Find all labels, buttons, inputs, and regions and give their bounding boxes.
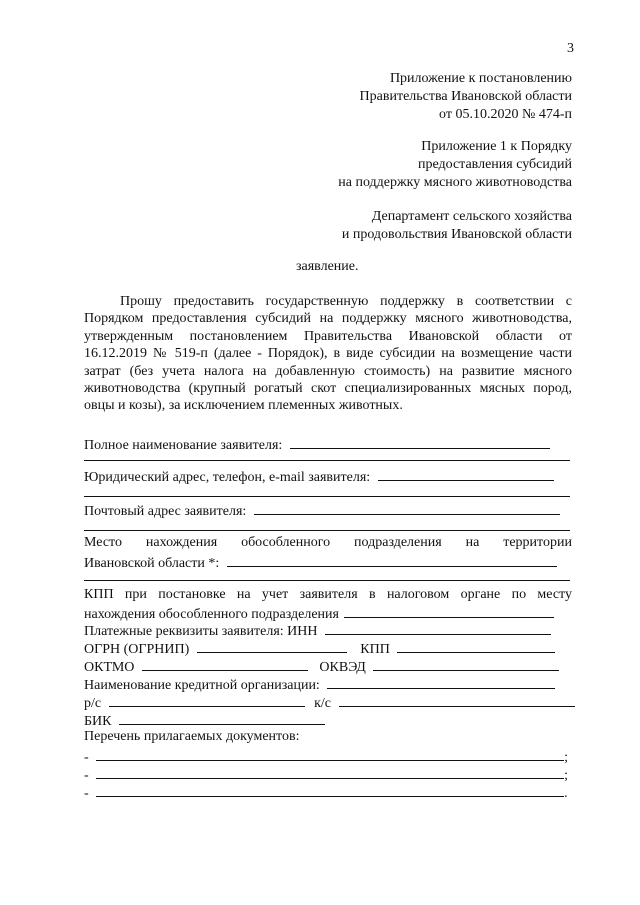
location-label: Ивановской области *: bbox=[84, 556, 220, 571]
ks-field[interactable] bbox=[339, 692, 575, 707]
ks-label: к/с bbox=[314, 696, 332, 711]
document-field-3[interactable] bbox=[96, 782, 564, 797]
inn-label: Платежные реквизиты заявителя: ИНН bbox=[84, 624, 318, 639]
location-word: нахождения bbox=[145, 535, 218, 550]
location-word: Место bbox=[84, 535, 122, 550]
okved-label: ОКВЭД bbox=[319, 660, 366, 675]
ogrn-kpp-row bbox=[84, 638, 572, 656]
document-field-2[interactable] bbox=[96, 764, 564, 779]
kpp-location-label: нахождения обособленного подразделения bbox=[84, 607, 339, 622]
documents-label: Перечень прилагаемых документов: bbox=[84, 729, 300, 744]
bik-label: БИК bbox=[84, 714, 112, 729]
accounts-row bbox=[84, 692, 572, 710]
page-number: 3 bbox=[567, 41, 574, 56]
appendix-header-line: Приложение к постановлению bbox=[389, 71, 572, 86]
kpp-location-row-2 bbox=[84, 603, 572, 621]
location-continuation-line[interactable] bbox=[84, 580, 570, 581]
legal-address-field[interactable] bbox=[378, 466, 554, 481]
bank-field[interactable] bbox=[327, 674, 555, 689]
kpp-location-field[interactable] bbox=[344, 603, 554, 618]
item-separator: ; bbox=[564, 750, 569, 765]
procedure-header-line: на поддержку мясного животноводства bbox=[338, 175, 572, 190]
procedure-header-line: Приложение 1 к Порядку bbox=[421, 139, 572, 154]
kpp-word: учет bbox=[261, 587, 289, 602]
rs-field[interactable] bbox=[109, 692, 305, 707]
rs-label: р/с bbox=[84, 696, 102, 711]
postal-address-row bbox=[84, 500, 572, 518]
okved-field[interactable] bbox=[373, 656, 559, 671]
inn-field[interactable] bbox=[325, 620, 551, 635]
kpp-word: заявителя bbox=[299, 587, 358, 602]
legal-address-row bbox=[84, 466, 572, 484]
oktmo-okved-row bbox=[84, 656, 572, 674]
kpp-word: КПП bbox=[84, 587, 114, 602]
bank-label: Наименование кредитной организации: bbox=[84, 678, 320, 693]
recipient-line: и продовольствия Ивановской области bbox=[341, 227, 572, 242]
dash-marker: - bbox=[84, 768, 89, 783]
kpp-word: постановке bbox=[158, 587, 226, 602]
location-row-2 bbox=[84, 552, 572, 570]
document-item-1 bbox=[84, 746, 572, 764]
documents-row bbox=[84, 728, 572, 746]
dash-marker: - bbox=[84, 786, 89, 801]
kpp-word: налоговом bbox=[386, 587, 450, 602]
bik-field[interactable] bbox=[119, 710, 325, 725]
kpp-word: по bbox=[511, 587, 527, 602]
location-row-1 bbox=[84, 534, 572, 552]
kpp-word: при bbox=[124, 587, 147, 602]
bik-row bbox=[84, 710, 572, 728]
location-word: подразделения bbox=[354, 535, 442, 550]
kpp-word: месту bbox=[537, 587, 572, 602]
oktmo-label: ОКТМО bbox=[84, 660, 135, 675]
kpp-label: КПП bbox=[360, 642, 390, 657]
full-name-row bbox=[84, 434, 572, 452]
item-terminator: . bbox=[564, 786, 568, 801]
kpp-location-row-1 bbox=[84, 586, 572, 604]
location-word: обособленного bbox=[241, 535, 331, 550]
oktmo-field[interactable] bbox=[142, 656, 308, 671]
kpp-word: в bbox=[368, 587, 376, 602]
appendix-header bbox=[360, 70, 572, 124]
legal-address-continuation-line[interactable] bbox=[84, 496, 570, 497]
recipient-block bbox=[342, 208, 572, 244]
location-field[interactable] bbox=[227, 552, 557, 567]
kpp-word: органе bbox=[460, 587, 501, 602]
kpp-word: на bbox=[236, 587, 251, 602]
legal-address-label: Юридический адрес, телефон, e-mail заявителя: bbox=[84, 470, 371, 485]
kpp-field[interactable] bbox=[397, 638, 555, 653]
document-item-3 bbox=[84, 782, 572, 800]
document-title: заявление. bbox=[296, 259, 359, 274]
ogrn-label: ОГРН (ОГРНИП) bbox=[84, 642, 190, 657]
appendix-header-line: от 05.10.2020 № 474-п bbox=[439, 107, 572, 122]
postal-address-field[interactable] bbox=[254, 500, 560, 515]
full-name-field[interactable] bbox=[290, 434, 550, 449]
recipient-line: Департамент сельского хозяйства bbox=[371, 209, 572, 224]
bank-row bbox=[84, 674, 572, 692]
item-separator: ; bbox=[564, 768, 569, 783]
procedure-header bbox=[338, 138, 572, 192]
full-name-label: Полное наименование заявителя: bbox=[84, 438, 283, 453]
location-word: на bbox=[465, 535, 480, 550]
inn-row bbox=[84, 620, 572, 638]
dash-marker: - bbox=[84, 750, 89, 765]
ogrn-field[interactable] bbox=[197, 638, 347, 653]
document-item-2 bbox=[84, 764, 572, 782]
request-paragraph: Прошу предоставить государственную поддержку в соответствии с Порядком предоставления субсидий на поддержку мясного животноводства, утвержденным постановлением Правительства Ивановской области от 16.12.2019 № 519-п (далее - Порядок), в виде субсидии на возмещение части затрат (без учета налога на добавленную стоимость) на развитие мясного животноводства (крупный рогатый скот специализированных мясных пород, овцы и козы), за исключением племенных животных. bbox=[84, 294, 572, 414]
procedure-header-line: предоставления субсидий bbox=[417, 157, 572, 172]
location-word: территории bbox=[503, 535, 572, 550]
appendix-header-line: Правительства Ивановской области bbox=[359, 89, 572, 104]
postal-address-continuation-line[interactable] bbox=[84, 530, 570, 531]
full-name-continuation-line[interactable] bbox=[84, 460, 570, 461]
postal-address-label: Почтовый адрес заявителя: bbox=[84, 504, 247, 519]
document-field-1[interactable] bbox=[96, 746, 564, 761]
